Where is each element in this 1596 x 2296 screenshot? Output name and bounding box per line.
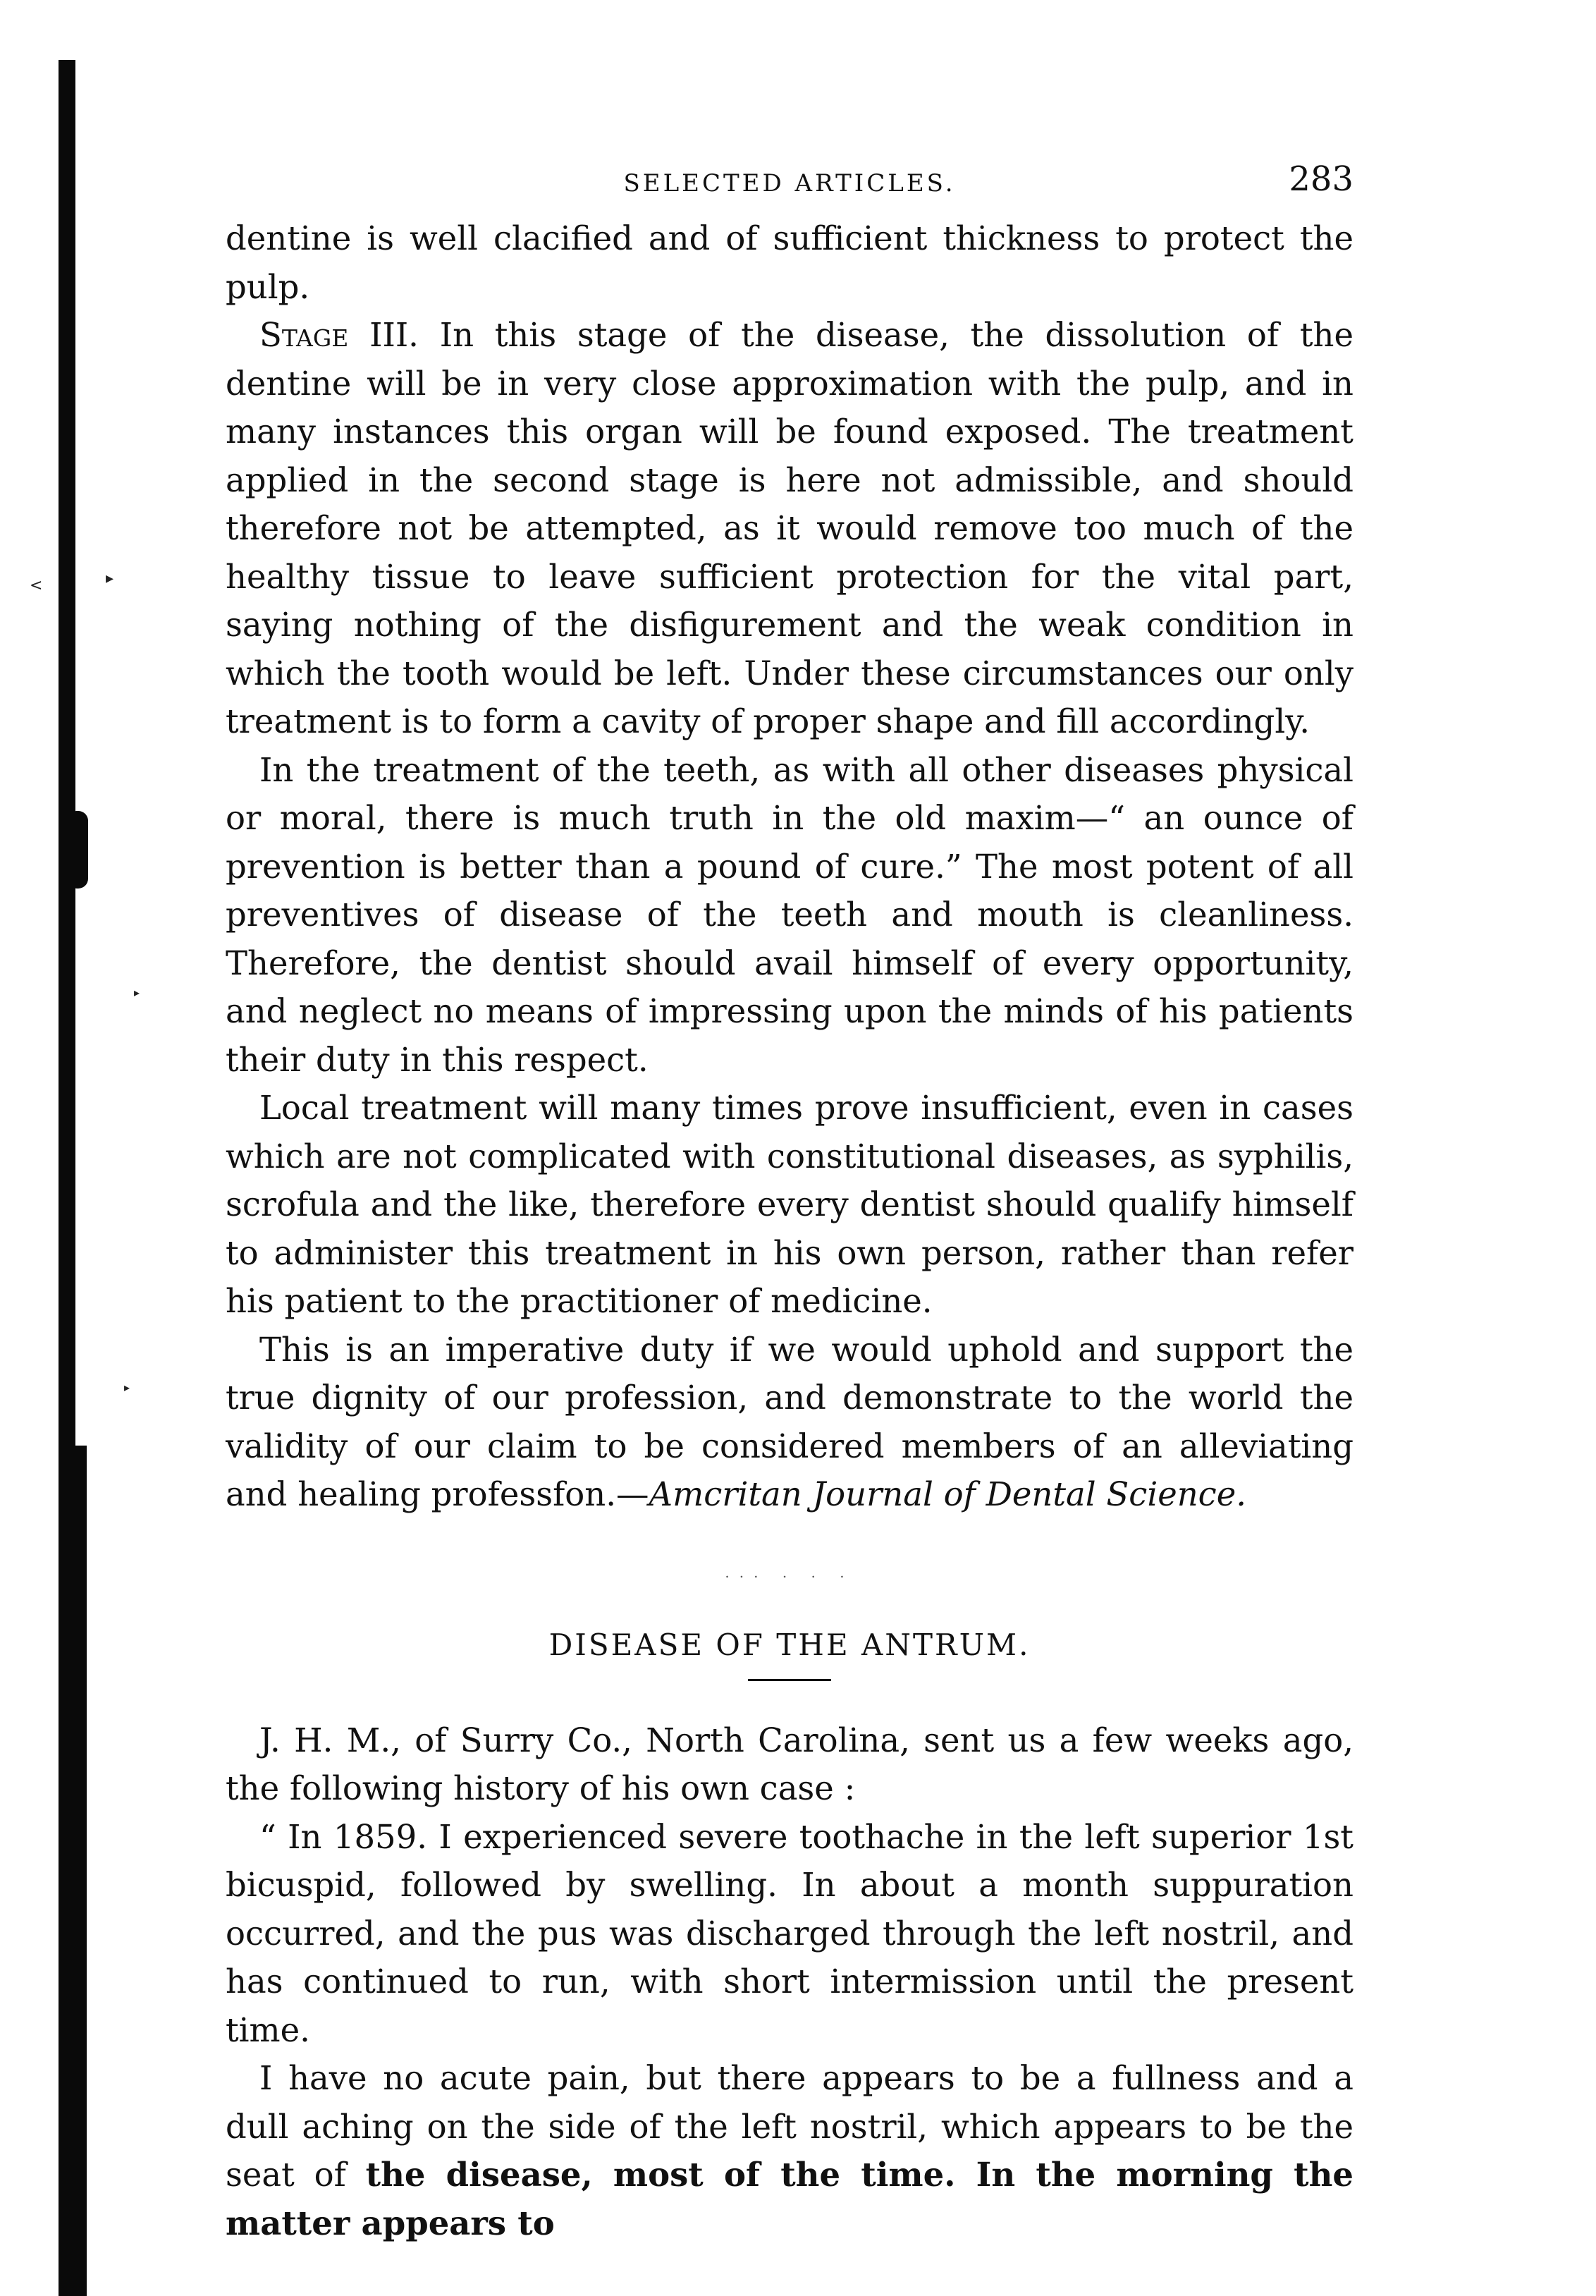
margin-mark: ▸ [134, 986, 140, 999]
stage-label: Stage III. [259, 316, 419, 354]
margin-mark: ▸ [106, 570, 114, 587]
running-head [226, 155, 1353, 204]
page-number: 283 [1289, 159, 1353, 199]
section-separator: ... . . . [725, 1563, 854, 1581]
scan-margin-bar-bulge [67, 811, 88, 889]
section-paragraph [226, 2054, 1353, 2247]
body-paragraph-text: In this stage of the disease, the dissolution of the dentine will be in very close approximation with the pulp, and in many instances this organ will be found exposed. The treatment applied in the second stage is here not admissible, and should therefore not be attempted, as it would remove too much of the healthy tissue to leave sufficient protection for the vital part, saying nothing of the disfigurement and the weak condition in which the tooth would be left. Under these circumstances our only treatment is to form a cavity of proper shape and fill accordingly. [226, 316, 1353, 740]
body-paragraph [226, 1326, 1353, 1519]
section-paragraph: J. H. M., of Surry Co., North Carolina, sent us a few weeks ago, the following history of his own case : [226, 1721, 1353, 1807]
page [226, 155, 1353, 2247]
section-paragraph-text: I have no acute pain, but there appears to be a fullness and a dull aching on the side of the left nostril, which appears to be the seat of [226, 2059, 1353, 2194]
body-paragraph [226, 311, 1353, 746]
margin-mark: < [30, 577, 43, 594]
margin-mark: ▸ [124, 1381, 130, 1394]
body-paragraph: dentine is well clacified and of sufficient thickness to protect the pulp. [226, 219, 1353, 306]
section-paragraph: “ In 1859. I experienced severe toothache in the left superior 1st bicuspid, followed by swelling. In about a month suppuration occurred, and the pus was discharged through the left nostril, and has continued to run, with short intermission until the present time. [226, 1817, 1353, 2049]
body-paragraph-text: This is an imperative duty if we would uphold and support the true dignity of our profession, and demonstrate to the world the validity of our claim to be considered members of an alleviating and healing professfon.— [226, 1330, 1353, 1513]
scan-margin-bar-lower [67, 1446, 87, 2296]
source-citation: Amcritan Journal of Dental Science. [649, 1475, 1246, 1513]
section-paragraph-bold: the disease, most of the time. In the morning the matter appears to [226, 2155, 1353, 2242]
body-paragraph: In the treatment of the teeth, as with all other diseases physical or moral, there is much truth in the old maxim—“ an ounce of prevention is better than a pound of cure.” The most potent of all preventives of disease of the teeth and mouth is cleanliness. Therefore, the dentist should avail himself of every opportunity, and neglect no means of impressing upon the minds of his patients their duty in this respect. [226, 750, 1353, 1079]
title-rule [748, 1679, 831, 1681]
running-title: SELECTED ARTICLES. [623, 169, 956, 197]
body-paragraph: Local treatment will many times prove insufficient, even in cases which are not complicated with constitutional diseases, as syphilis, scrofula and the like, therefore every dentist should qualify himself to administer this treatment in his own person, rather than refer his patient to the practitioner of medicine. [226, 1089, 1353, 1320]
section-title: DISEASE OF THE ANTRUM. [548, 1627, 1031, 1662]
